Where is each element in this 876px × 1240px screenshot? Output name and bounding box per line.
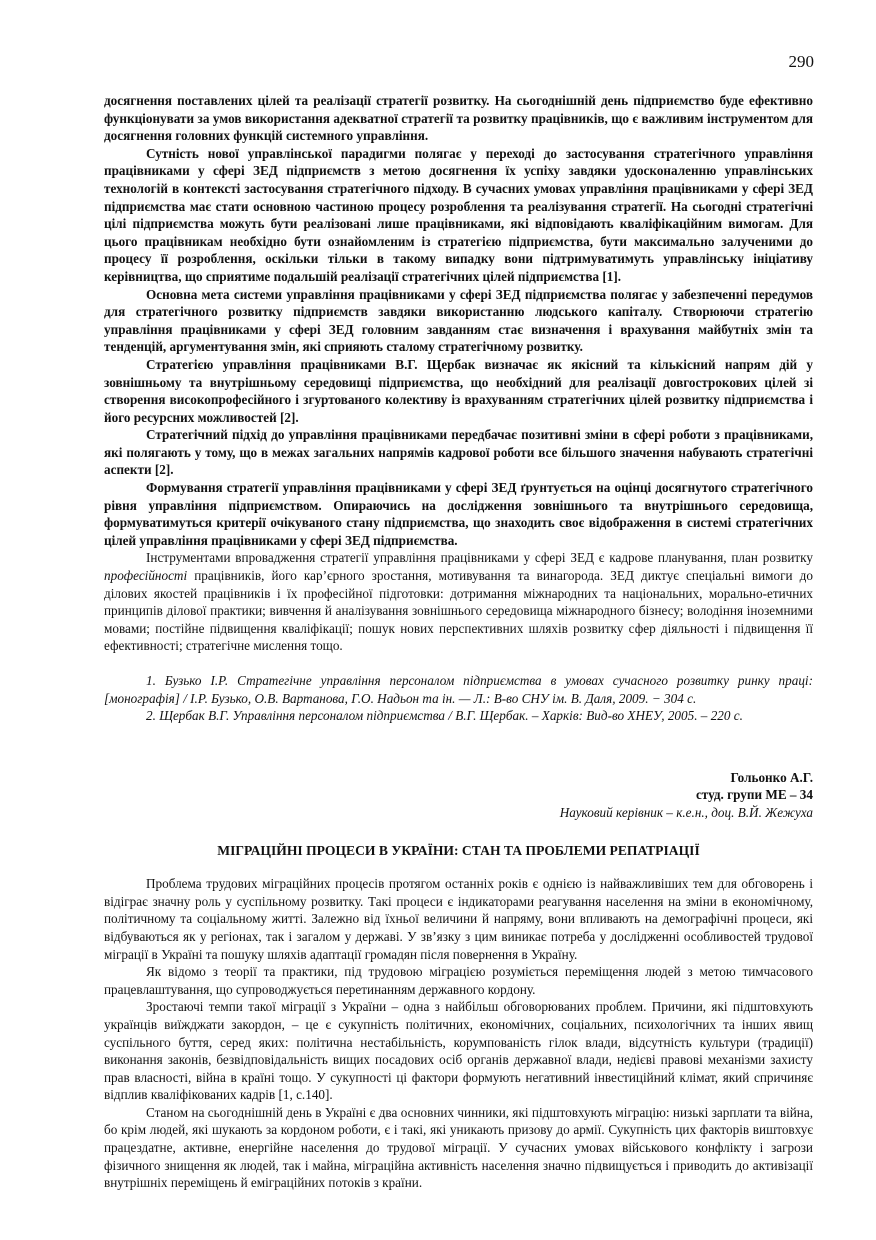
instruments-text-end: працівників, його кар’єрного зростання, мотивування та винагорода. ЗЕД диктує спеціальні вимоги до ділових якостей працівників і їх професійної підготовки: дотримання міжнародних та національних, морально-етичних принципів ділової практики; вивчення й аналізування зовнішнього середовища міжнародного бізнесу; володіння іноземними мовами; постійне підвищення кваліфікації; пошук нових перспективних шляхів розвитку сфер діяльності і підвищення її ефективності; стратегічне мислення тощо.	[104, 568, 813, 654]
page-number: 290	[788, 52, 814, 71]
paragraph-strategic-approach: Стратегічний підхід до управління працівниками передбачає позитивні зміни в сфері роботи з працівниками, які полягають у тому, що в межах загальних напрямів кадрової роботи все більшого значення набувають стратегічні аспекти [2].	[104, 427, 813, 478]
paragraph-labor-migration-definition: Як відомо з теорії та практики, під трудовою міграцією розуміється переміщення людей з метою тимчасового працевлаштування, що супроводжується перетинанням державного кордону.	[104, 964, 813, 997]
article-title: МІГРАЦІЙНІ ПРОЦЕСИ В УКРАЇНИ: СТАН ТА ПРОБЛЕМИ РЕПАТРІАЦІЇ	[217, 842, 700, 858]
author-block	[104, 769, 813, 822]
references-list	[104, 672, 813, 725]
author-group: студ. групи МЕ – 34	[695, 787, 813, 803]
paragraph-main-goal: Основна мета системи управління працівниками у сфері ЗЕД підприємства полягає у забезпеченні передумов для стратегічного розвитку підприємств завдяки використанню людського капіталу. Створюючи стратегію управління працівниками у сфері ЗЕД головним завданням стає визначення і врахування майбутніх змін та тенденцій, аргументування змін, які сприяють сталому стратегічному розвитку.	[104, 286, 813, 355]
paragraph-migration-problem: Проблема трудових міграційних процесів протягом останніх років є однією із найважливіших тем для обговорень і відіграє значну роль у суспільному розвитку. Такі процеси є індикаторами реагування населення на зміни в економічному, політичному та соціальному житті. Залежно від їхньої величини й напряму, вони впливають на демографічні процеси, які відбуваються як у регіонах, так і загалом у державі. У зв’язку з цим виникає потреба у дослідженні особливостей трудової міграції в Україні та пошуку шляхів адаптації громадян після повернення в Україну.	[104, 876, 813, 962]
author-name: Гольонко А.Г.	[730, 769, 813, 785]
instruments-italic-term: професійності	[104, 568, 188, 584]
paragraph-migration-causes: Зростаючі темпи такої міграції з України – одна з найбільш обговорюваних проблем. Причини, які підштовхують українців виїжджати закордон, – це є сукупність політичних, економічних, соціальних, психологічних та інших явищ суспільного буття, серед яких: політична нестабільність, корумпованість гілок влади, відсутність культури (традиції) виконання законів, безвідповідальність вищих посадових осіб органів державної влади, недієві правові механізми захисту прав власності, війна в країні тощо. У сукупності ці фактори формують негативний інвестиційний клімат, який спричиняє відплив кваліфікованих кадрів [1, с.140].	[104, 999, 813, 1103]
paragraph-strategy-formation: Формування стратегії управління працівниками у сфері ЗЕД ґрунтується на оцінці досягнутого стратегічного рівня управління підприємством. Опираючись на дослідження зовнішнього та внутрішнього середовища, формуватимуться критерії очікуваного стану підприємства, що знаходить своє відображення в системі стратегічних цілей управління працівниками у сфері ЗЕД підприємства.	[104, 480, 813, 548]
scientific-advisor: Науковий керівник – к.е.н., доц. В.Й. Жежуха	[559, 804, 813, 820]
paragraph-strategy-goals: досягнення поставлених цілей та реалізації стратегії розвитку. На сьогоднішній день підприємство буде ефективно функціонувати за умов використання адекватної стратегії та розвитку працівників, що є важливим інструментом для досягнення головних функцій системного управління.	[104, 93, 813, 144]
instruments-text-start: Інструментами впровадження стратегії управління працівниками у сфері ЗЕД є кадрове планування, план розвитку	[146, 550, 813, 566]
reference-item: 2. Щербак В.Г. Управління персоналом підприємства / В.Г. Щербак. – Харків: Вид-во ХНЕУ, 2005. – 220 с.	[146, 708, 743, 724]
paragraph-new-paradigm: Сутність нової управлінської парадигми полягає у переході до застосування стратегічного управління працівниками у сфері ЗЕД підприємств з метою досягнення їх успіху завдяки удосконаленню управлінських технологій в контексті застосування стратегічного підходу. В сучасних умовах управління працівниками у сфері ЗЕД підприємства має стати основною частиною процесу розроблення та реалізування стратегії. На сьогодні стратегічні цілі підприємства можуть бути реалізовані лише працівниками, які відповідають кваліфікаційним вимогам. Для цього працівникам необхідно бути ознайомленим із стратегією підприємства, бути максимально залученими до процесу її розроблення, оскільки тільки в такому випадку вони підтримуватимуть управлінську ініціативу керівництва, що сприятиме подальшій реалізації стратегічних цілей підприємства [1].	[104, 145, 813, 284]
reference-item: 1. Бузько І.Р. Стратегічне управління персоналом підприємства в умовах сучасного розвитку ринку праці: [монографія] / І.Р. Бузько, О.В. Вартанова, Г.О. Надьон та ін. — Л.: В-во СНУ ім. В. Даля, 2009. − 304 с.	[104, 673, 813, 706]
paragraph-current-factors: Станом на сьогоднішній день в Україні є два основних чинники, які підштовхують міграцію: низькі зарплати та війна, бо крім людей, які шукають за кордоном роботи, є і такі, які уникають призову до армії. Сукупність цих факторів виштовхує працездатне, активне, енергійне населення до трудової міграції. У сучасних умовах військового конфлікту і загрози фізичного знищення як людей, так і майна, міграційна активність населення значно підвищується і приводить до активізації внутрішніх переміщень й еміграційних потоків з країни.	[104, 1104, 813, 1191]
paragraph-instruments	[104, 549, 813, 655]
paragraph-strategy-definition: Стратегією управління працівниками В.Г. Щербак визначає як якісний та кількісний напрям дій у зовнішньому та внутрішньому середовищі підприємства, що необхідний для реалізації довгострокових цілей зі створення високопрофесійного і згуртованого колективу із врахуванням стратегічних цілей розвитку підприємства і його ресурсних можливостей [2].	[104, 356, 813, 425]
page-body	[104, 92, 813, 1192]
